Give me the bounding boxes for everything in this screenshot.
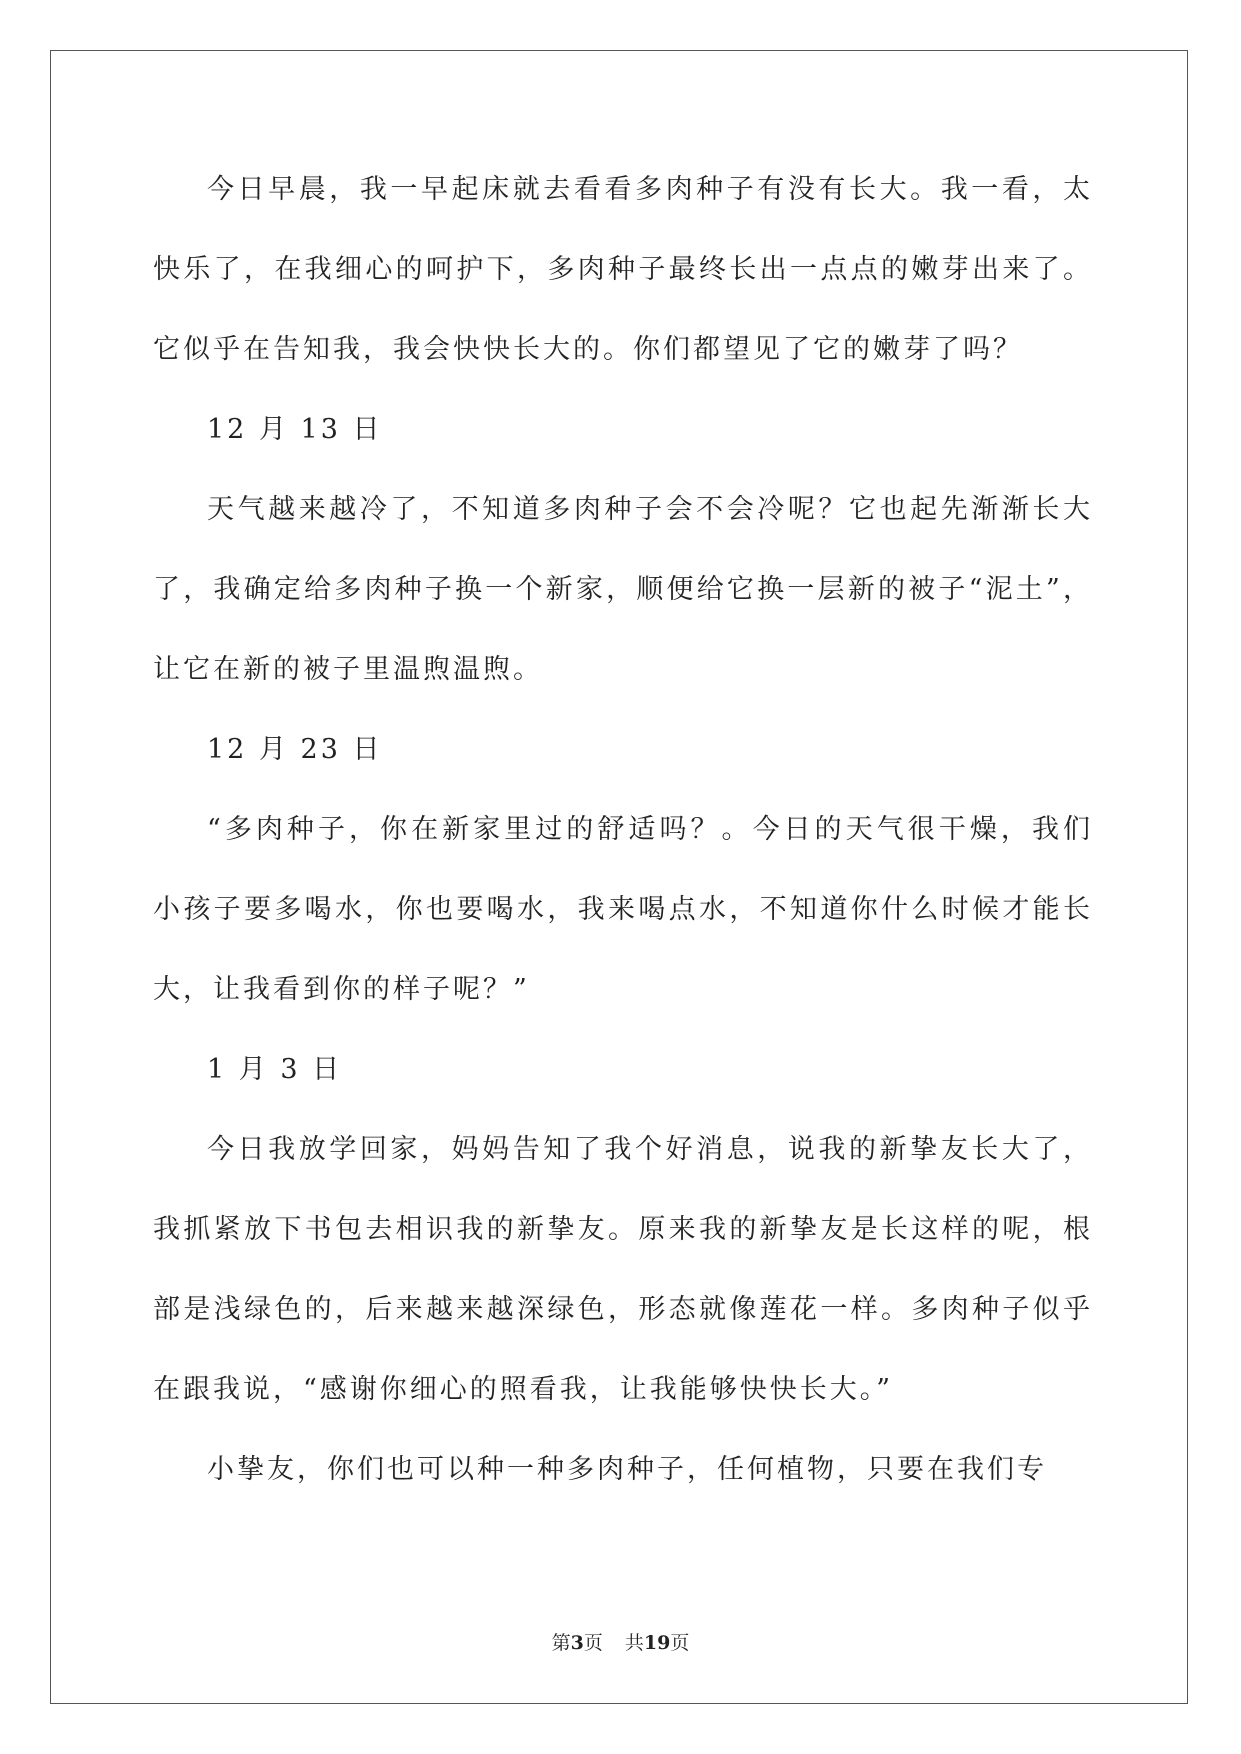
paragraph-new-home: 天气越来越冷了，不知道多肉种子会不会冷呢？它也起先渐渐长大了，我确定给多肉种子换一个新家，顺便给它换一层新的被子“泥土”，让它在新的被子里温煦温煦。	[153, 494, 1093, 685]
page-prefix: 第	[551, 1632, 571, 1654]
date-heading-jan-3: 1 月 3 日	[207, 1054, 343, 1085]
date-heading-dec-13: 12 月 13 日	[207, 414, 383, 445]
date-heading-dec-23: 12 月 23 日	[207, 734, 383, 765]
page-suffix: 页	[583, 1632, 603, 1654]
paragraph-morning: 今日早晨，我一早起床就去看看多肉种子有没有长大。我一看，太快乐了，在我细心的呵护下，多肉种子最终长出一点点的嫩芽出来了。它似乎在告知我，我会快快长大的。你们都望见了它的嫩芽了吗？	[153, 174, 1093, 365]
paragraph-new-friend: 今日我放学回家，妈妈告知了我个好消息，说我的新挚友长大了，我抓紧放下书包去相识我的新挚友。原来我的新挚友是长这样的呢，根部是浅绿色的，后来越来越深绿色，形态就像莲花一样。多肉种子似乎在跟我说，“感谢你细心的照看我，让我能够快快长大。”	[153, 1134, 1093, 1405]
total-prefix: 共	[624, 1632, 644, 1654]
paragraph-dialogue: “多肉种子，你在新家里过的舒适吗？。今日的天气很干燥，我们小孩子要多喝水，你也要喝水，我来喝点水，不知道你什么时候才能长大，让我看到你的样子呢？”	[153, 814, 1093, 1005]
total-pages: 19	[643, 1632, 671, 1654]
paragraph-closing: 小挚友，你们也可以种一种多肉种子，任何植物，只要在我们专	[207, 1454, 1047, 1485]
total-suffix: 页	[670, 1632, 690, 1654]
page-number: 3	[570, 1632, 584, 1654]
page-footer	[0, 1628, 1241, 1655]
document-body	[153, 150, 1093, 1510]
